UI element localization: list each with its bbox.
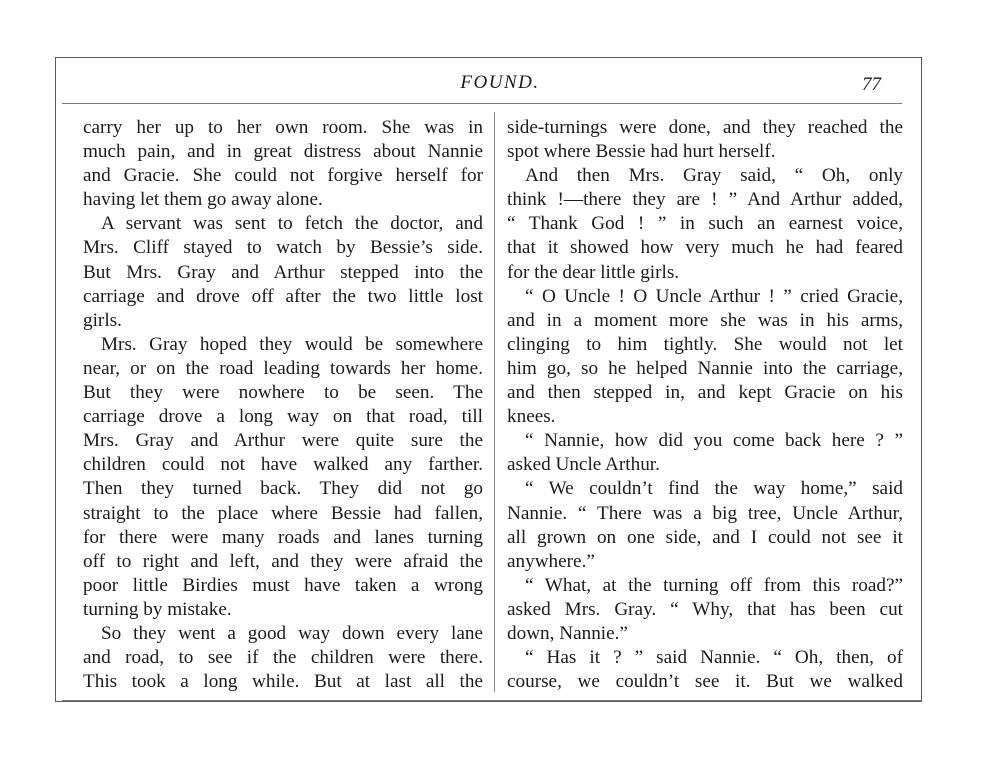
text-line: Nannie. “ There was a big tree, Uncle Arthur, <box>507 502 903 524</box>
text-line: off to right and left, and they were afraid the <box>83 550 483 572</box>
right-column <box>507 116 903 694</box>
text-line: “ What, at the turning off from this road?” <box>525 574 903 596</box>
text-line: that it showed how very much he had feared <box>507 237 903 259</box>
text-line: “ We couldn’t find the way home,” said <box>525 478 903 500</box>
text-line: straight to the place where Bessie had fallen, <box>83 502 483 524</box>
text-line: having let them go away alone. <box>83 189 323 211</box>
text-line: But Mrs. Gray and Arthur stepped into the <box>83 261 483 283</box>
text-line: and in a moment more she was in his arms, <box>507 309 903 331</box>
text-line: A servant was sent to fetch the doctor, and <box>101 213 483 235</box>
text-line: And then Mrs. Gray said, “ Oh, only <box>525 165 903 187</box>
column-divider <box>494 112 495 692</box>
text-line: anywhere.” <box>507 550 595 572</box>
text-line: Mrs. Gray hoped they would be somewhere <box>101 333 483 355</box>
text-line: Mrs. Gray and Arthur were quite sure the <box>83 430 483 452</box>
text-line: for the dear little girls. <box>507 261 680 283</box>
running-title: FOUND. <box>460 72 540 93</box>
text-line: him go, so he helped Nannie into the carriage, <box>507 357 903 379</box>
text-line: and then stepped in, and kept Gracie on his <box>507 382 903 404</box>
text-line: much pain, and in great distress about Nannie <box>83 141 483 163</box>
text-line: side-turnings were done, and they reached the <box>507 117 903 138</box>
page-number: 77 <box>862 74 881 95</box>
text-line: think !—there they are ! ” And Arthur added, <box>507 189 903 211</box>
text-line: course, we couldn’t see it. But we walked <box>507 671 903 693</box>
running-head <box>0 72 1000 100</box>
text-line: asked Uncle Arthur. <box>507 454 660 476</box>
text-line: “ Has it ? ” said Nannie. “ Oh, then, of <box>525 647 903 669</box>
text-line: Mrs. Cliff stayed to watch by Bessie’s side. <box>83 237 483 259</box>
text-line: So they went a good way down every lane <box>101 622 483 644</box>
text-line: children could not have walked any farther. <box>83 454 483 476</box>
footer-rule <box>62 700 922 701</box>
text-line: all grown on one side, and I could not see it <box>507 526 903 548</box>
text-line: This took a long while. But at last all the <box>83 671 483 693</box>
text-line: asked Mrs. Gray. “ Why, that has been cut <box>507 598 903 620</box>
text-line: “ Nannie, how did you come back here ? ” <box>525 430 903 452</box>
text-line: But they were nowhere to be seen. The <box>83 382 483 404</box>
text-line: down, Nannie.” <box>507 622 628 644</box>
text-line: and Gracie. She could not forgive herself for <box>83 165 483 187</box>
text-line: carriage drove a long way on that road, till <box>83 406 483 428</box>
text-line: “ O Uncle ! O Uncle Arthur ! ” cried Gracie, <box>525 285 903 307</box>
text-line: knees. <box>507 406 556 428</box>
text-line: carriage and drove off after the two little lost <box>83 285 483 307</box>
text-line: spot where Bessie had hurt herself. <box>507 141 776 163</box>
text-line: poor little Birdies must have taken a wrong <box>83 574 483 596</box>
left-column <box>83 116 483 694</box>
text-line: and road, to see if the children were there. <box>83 647 483 669</box>
text-line: Then they turned back. They did not go <box>83 478 483 500</box>
text-line: for there were many roads and lanes turning <box>83 526 483 548</box>
text-line: turning by mistake. <box>83 598 232 620</box>
text-line: “ Thank God ! ” in such an earnest voice, <box>507 213 903 235</box>
header-rule <box>62 103 902 104</box>
text-line: clinging to him tightly. She would not let <box>507 333 903 355</box>
text-line: girls. <box>83 309 122 331</box>
text-line: near, or on the road leading towards her home. <box>83 357 483 379</box>
text-line: carry her up to her own room. She was in <box>83 117 483 138</box>
